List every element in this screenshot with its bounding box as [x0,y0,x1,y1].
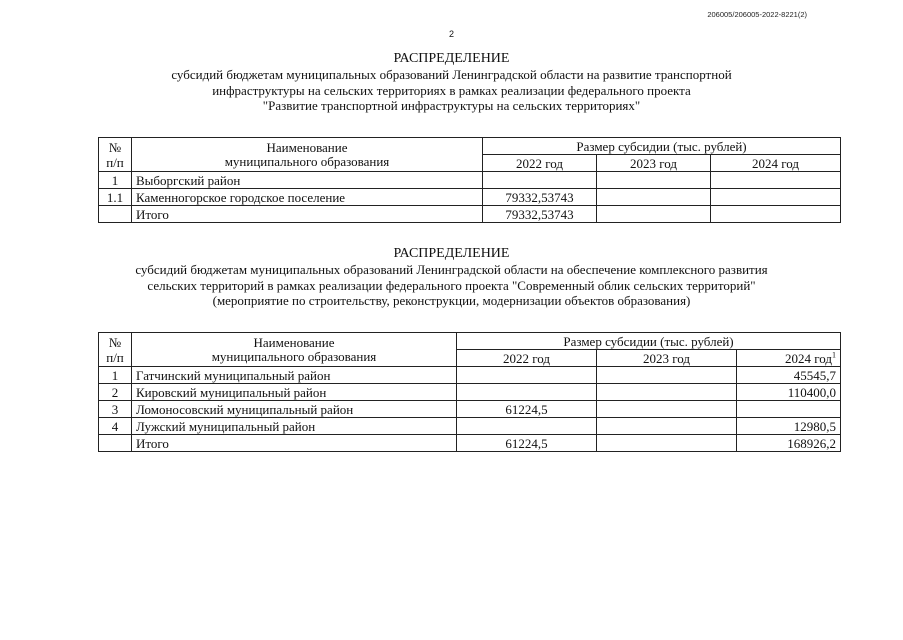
footnote-mark: 1 [832,350,837,360]
row-value-2023 [597,172,711,189]
section2-subtitle-line: (мероприятие по строительству, реконструкции, модернизации объектов образования) [212,293,691,308]
section1-subtitle-line: "Развитие транспортной инфраструктуры на сельских территориях" [262,98,641,113]
year-header: 2023 год [597,350,737,367]
col-name-header: Наименование муниципального образования [132,333,457,367]
row-number: 3 [99,401,132,418]
row-value-2024: 168926,2 [737,435,841,452]
col-num-header: № п/п [99,138,132,172]
year-header: 2023 год [597,155,711,172]
col-group-header: Размер субсидии (тыс. рублей) [483,138,841,155]
row-value-2024 [711,206,841,223]
row-number: 4 [99,418,132,435]
year-header: 2022 год [483,155,597,172]
section1-subtitle-line: субсидий бюджетам муниципальных образований Ленинградской области на развитие транспортной [171,67,732,82]
row-value-2024: 12980,5 [737,418,841,435]
row-name: Гатчинский муниципальный район [132,367,457,384]
section2-title: РАСПРЕДЕЛЕНИЕ [393,246,510,261]
row-value-2022 [457,418,597,435]
row-name: Ломоносовский муниципальный район [132,401,457,418]
row-value-2024 [711,172,841,189]
year-header: 2024 год$^1$ [737,350,841,367]
row-number: 2 [99,384,132,401]
row-number [99,435,132,452]
row-name: Каменногорское городское поселение [132,189,483,206]
table-row [99,384,841,401]
row-value-2024: 110400,0 [737,384,841,401]
section2-subtitle-line: сельских территорий в рамках реализации федерального проекта "Современный облик сельских территорий" [147,277,756,293]
row-value-2022: 79332,53743 [483,189,597,206]
row-value-2022 [457,384,597,401]
row-value-2022 [483,172,597,189]
table-row [99,367,841,384]
row-value-2023 [597,206,711,223]
section1-table [98,137,841,223]
table-row [99,401,841,418]
table-row [99,418,841,435]
year-header: 2024 год [711,155,841,172]
page-number: 2 [448,29,454,39]
row-value-2023 [597,401,737,418]
row-value-2024 [737,401,841,418]
row-name: Итого [132,435,457,452]
row-value-2023 [597,189,711,206]
row-number: 1.1 [99,189,132,206]
row-value-2023 [597,418,737,435]
section2-table [98,332,841,452]
row-name: Выборгский район [132,172,483,189]
row-number [99,206,132,223]
table-total-row [99,435,841,452]
row-number: 1 [99,172,132,189]
document-number: 206005/206005-2022-8221(2) [707,10,807,19]
row-value-2023 [597,367,737,384]
row-name: Итого [132,206,483,223]
row-value-2023 [597,384,737,401]
row-name: Кировский муниципальный район [132,384,457,401]
section2-subtitle-line: субсидий бюджетам муниципальных образований Ленинградской области на обеспечение комплексного развития [135,262,768,277]
row-value-2022: 61224,5 [457,435,597,452]
table-header-row [99,138,841,155]
section1-heading [0,51,903,114]
row-value-2022: 61224,5 [457,401,597,418]
year-header: 2022 год [457,350,597,367]
table-row [99,189,841,206]
table-header-row [99,333,841,350]
col-num-header: № п/п [99,333,132,367]
row-value-2023 [597,435,737,452]
col-group-header: Размер субсидии (тыс. рублей) [457,333,841,350]
row-value-2022 [457,367,597,384]
row-name: Лужский муниципальный район [132,418,457,435]
section1-subtitle-line: инфраструктуры на сельских территориях в рамках реализации федерального проекта [212,82,691,98]
table-row [99,172,841,189]
table-total-row [99,206,841,223]
row-number: 1 [99,367,132,384]
row-value-2022: 79332,53743 [483,206,597,223]
row-value-2024 [711,189,841,206]
section1-title: РАСПРЕДЕЛЕНИЕ [393,51,510,66]
section2-heading [0,246,903,309]
col-name-header: Наименование муниципального образования [132,138,483,172]
row-value-2024: 45545,7 [737,367,841,384]
